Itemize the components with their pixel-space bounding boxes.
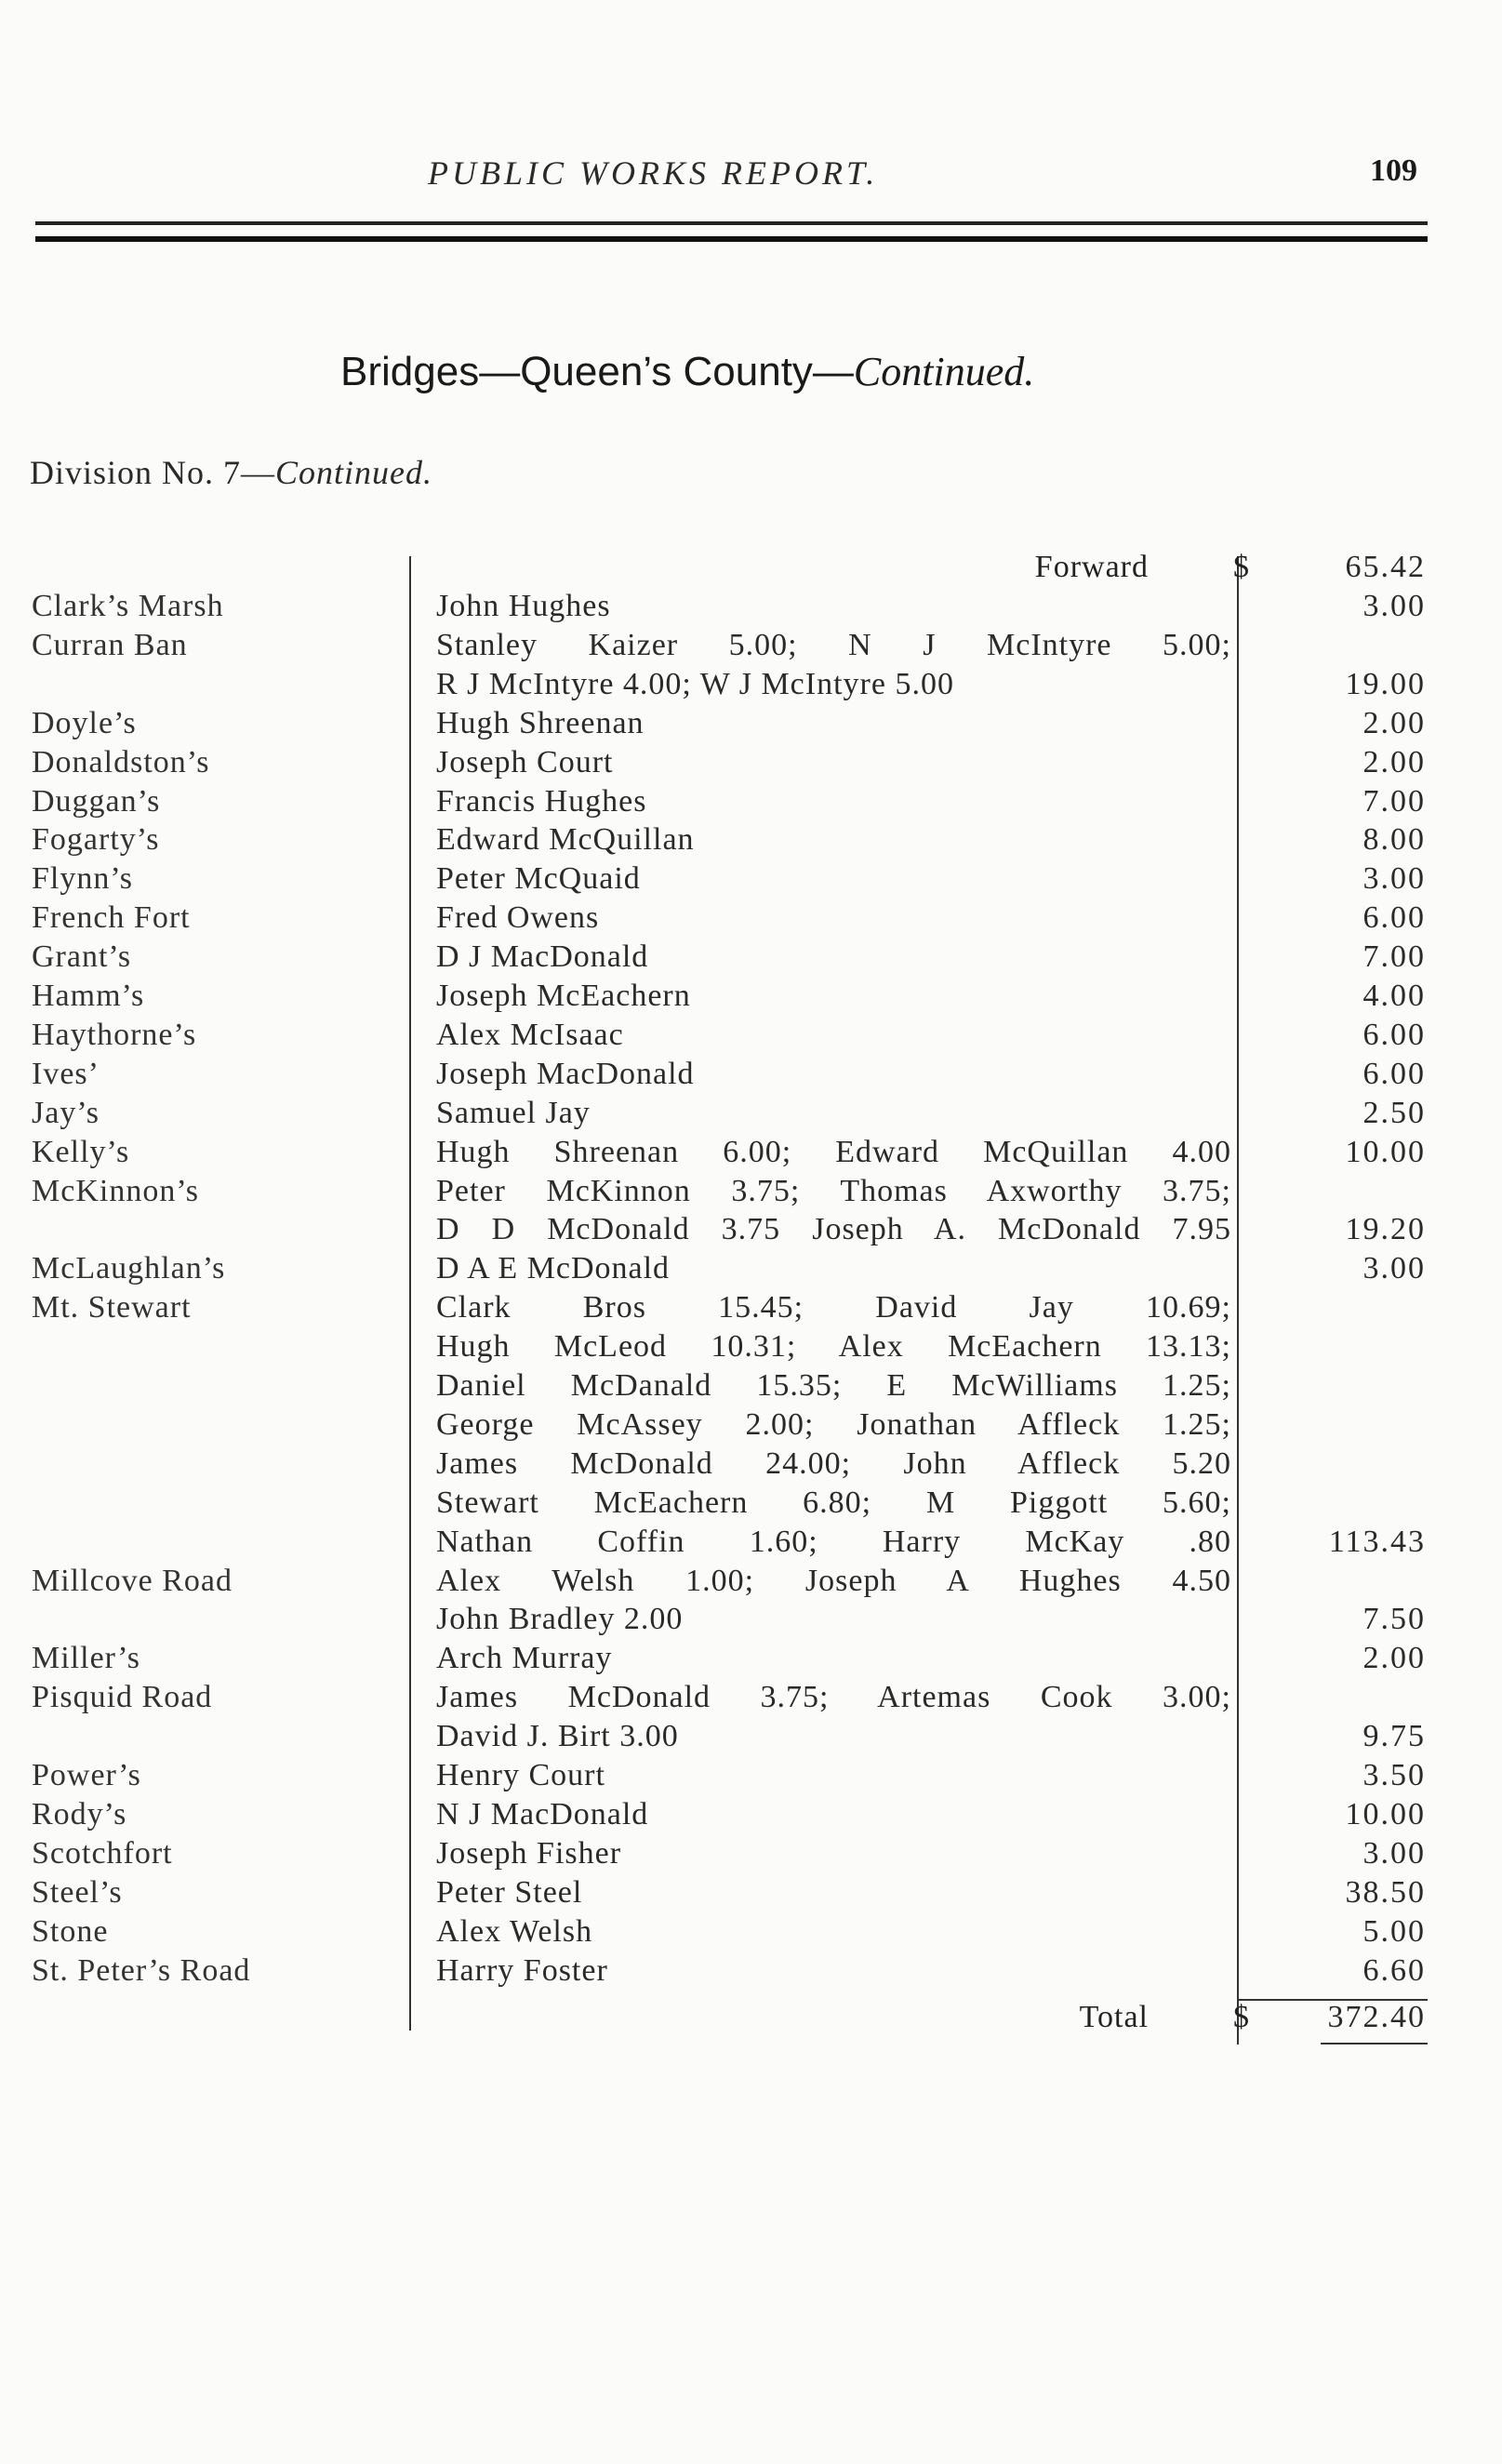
section-title-main: Bridges—Queen’s County— bbox=[340, 349, 854, 394]
location-cell: Hamm’s bbox=[32, 979, 145, 1013]
ledger-row bbox=[0, 1094, 1502, 1133]
amount-cell: 7.50 bbox=[1362, 1602, 1426, 1636]
workers-cell: Stewart McEachern 6.80; M Piggott 5.60; bbox=[436, 1485, 1231, 1520]
location-cell: Miller’s bbox=[32, 1641, 140, 1675]
ledger-row bbox=[0, 859, 1502, 899]
workers-cell: Edward McQuillan bbox=[436, 822, 695, 857]
workers-cell: John Hughes bbox=[436, 589, 611, 623]
ledger-row bbox=[0, 938, 1502, 977]
location-cell: Haythorne’s bbox=[32, 1018, 197, 1052]
ledger-row bbox=[0, 977, 1502, 1016]
location-cell: Doyle’s bbox=[32, 706, 137, 740]
amount-cell: 3.00 bbox=[1362, 1251, 1426, 1285]
ledger-row bbox=[0, 1756, 1502, 1795]
total-amount: 372.40 bbox=[1327, 2000, 1426, 2034]
location-cell: Power’s bbox=[32, 1758, 141, 1792]
workers-cell: Harry Foster bbox=[436, 1953, 608, 1988]
location-cell: Ives’ bbox=[32, 1057, 100, 1091]
workers-cell: Arch Murray bbox=[436, 1641, 613, 1675]
location-cell: Clark’s Marsh bbox=[32, 589, 224, 623]
amount-cell: 3.00 bbox=[1362, 861, 1426, 896]
ledger-row bbox=[0, 1484, 1502, 1523]
location-cell: Steel’s bbox=[32, 1875, 123, 1910]
location-cell: Stone bbox=[32, 1914, 109, 1949]
division-heading bbox=[30, 453, 432, 492]
location-cell: Fogarty’s bbox=[32, 822, 160, 857]
amount-cell: 2.00 bbox=[1362, 1641, 1426, 1675]
location-cell: Duggan’s bbox=[32, 784, 161, 819]
ledger-row bbox=[0, 1055, 1502, 1094]
ledger-row bbox=[0, 1600, 1502, 1639]
section-title-continued: Continued. bbox=[853, 349, 1035, 394]
amount-cell: 4.00 bbox=[1362, 979, 1426, 1013]
ledger-row bbox=[0, 1133, 1502, 1172]
amount-cell: 19.20 bbox=[1345, 1212, 1426, 1246]
workers-cell: John Bradley 2.00 bbox=[436, 1602, 684, 1636]
ledger-row bbox=[0, 1210, 1502, 1249]
workers-cell: Alex Welsh 1.00; Joseph A Hughes 4.50 bbox=[436, 1564, 1231, 1598]
workers-cell: Peter McQuaid bbox=[436, 861, 641, 896]
ledger-row bbox=[0, 899, 1502, 938]
amount-cell: 6.00 bbox=[1362, 1018, 1426, 1052]
location-cell: McLaughlan’s bbox=[32, 1251, 226, 1285]
workers-cell: Fred Owens bbox=[436, 900, 600, 935]
amount-cell: 8.00 bbox=[1362, 822, 1426, 857]
ledger-row bbox=[0, 782, 1502, 821]
workers-cell: James McDonald 24.00; John Affleck 5.20 bbox=[436, 1446, 1231, 1481]
location-cell: Curran Ban bbox=[32, 628, 188, 662]
ledger-row bbox=[0, 1678, 1502, 1717]
location-cell: St. Peter’s Road bbox=[32, 1953, 251, 1988]
ledger-row bbox=[0, 1445, 1502, 1484]
workers-cell: R J McIntyre 4.00; W J McIntyre 5.00 bbox=[436, 667, 954, 701]
amount-cell: 9.75 bbox=[1362, 1719, 1426, 1753]
ledger-row bbox=[0, 1873, 1502, 1912]
location-cell: Jay’s bbox=[32, 1096, 100, 1130]
ledger-row bbox=[0, 587, 1502, 626]
workers-cell: Peter Steel bbox=[436, 1875, 583, 1910]
workers-cell: Joseph Court bbox=[436, 745, 614, 779]
workers-cell: George McAssey 2.00; Jonathan Affleck 1.25; bbox=[436, 1407, 1231, 1442]
workers-cell: David J. Birt 3.00 bbox=[436, 1719, 679, 1753]
workers-cell: Samuel Jay bbox=[436, 1096, 591, 1130]
workers-cell: Hugh Shreenan bbox=[436, 706, 645, 740]
ledger-row bbox=[0, 820, 1502, 859]
location-cell: Mt. Stewart bbox=[32, 1290, 192, 1325]
amount-cell: 6.00 bbox=[1362, 1057, 1426, 1091]
ledger-row bbox=[0, 1717, 1502, 1756]
workers-cell: Henry Court bbox=[436, 1758, 605, 1792]
workers-cell: Alex McIsaac bbox=[436, 1018, 624, 1052]
location-cell: Flynn’s bbox=[32, 861, 134, 896]
location-cell: French Fort bbox=[32, 900, 191, 935]
amount-cell: 7.00 bbox=[1362, 939, 1426, 974]
amount-cell: 3.00 bbox=[1362, 589, 1426, 623]
workers-cell: James McDonald 3.75; Artemas Cook 3.00; bbox=[436, 1680, 1231, 1714]
location-cell: Kelly’s bbox=[32, 1135, 130, 1169]
location-cell: Scotchfort bbox=[32, 1836, 173, 1871]
amount-cell: 5.00 bbox=[1362, 1914, 1426, 1949]
workers-cell: Joseph Fisher bbox=[436, 1836, 622, 1871]
amount-cell: 2.00 bbox=[1362, 706, 1426, 740]
workers-cell: Stanley Kaizer 5.00; N J McIntyre 5.00; bbox=[436, 628, 1231, 662]
report-title: PUBLIC WORKS REPORT. bbox=[428, 154, 879, 192]
amount-cell: 10.00 bbox=[1345, 1135, 1426, 1169]
amount-cell: 6.60 bbox=[1362, 1953, 1426, 1988]
ledger-row bbox=[0, 1951, 1502, 1991]
ledger-row bbox=[0, 626, 1502, 665]
ledger-row bbox=[0, 1327, 1502, 1366]
amount-cell: 2.00 bbox=[1362, 745, 1426, 779]
location-cell: Pisquid Road bbox=[32, 1680, 213, 1714]
ledger-row bbox=[0, 1639, 1502, 1678]
ledger-row bbox=[0, 1249, 1502, 1288]
amount-cell: 3.00 bbox=[1362, 1836, 1426, 1871]
ledger-row bbox=[0, 1562, 1502, 1601]
forward-amount: 65.42 bbox=[1345, 550, 1426, 584]
ledger-row bbox=[0, 1795, 1502, 1834]
location-cell: McKinnon’s bbox=[32, 1174, 199, 1208]
location-cell: Rody’s bbox=[32, 1797, 127, 1831]
ledger-row bbox=[0, 1016, 1502, 1055]
ledger-row bbox=[0, 665, 1502, 704]
forward-label: Forward bbox=[1034, 550, 1149, 584]
location-cell: Donaldston’s bbox=[32, 745, 210, 779]
header-rule-thick bbox=[35, 236, 1428, 242]
workers-cell: N J MacDonald bbox=[436, 1797, 649, 1831]
ledger-row bbox=[0, 1523, 1502, 1562]
total-rule-bottom bbox=[1321, 2043, 1428, 2044]
ledger-row bbox=[0, 1172, 1502, 1211]
ledger-row bbox=[0, 743, 1502, 782]
header-rule-thin bbox=[35, 221, 1428, 225]
ledger-row bbox=[0, 1366, 1502, 1405]
workers-cell: D A E McDonald bbox=[436, 1251, 671, 1285]
workers-cell: Nathan Coffin 1.60; Harry McKay .80 bbox=[436, 1525, 1231, 1559]
total-currency: $ bbox=[1233, 2000, 1249, 2034]
forward-row bbox=[0, 548, 1502, 587]
amount-cell: 7.00 bbox=[1362, 784, 1426, 819]
page-number: 109 bbox=[1370, 153, 1417, 188]
ledger-row bbox=[0, 704, 1502, 743]
workers-cell: D J MacDonald bbox=[436, 939, 649, 974]
ledger-row bbox=[0, 1834, 1502, 1873]
workers-cell: Joseph MacDonald bbox=[436, 1057, 695, 1091]
total-label: Total bbox=[1079, 2000, 1149, 2034]
workers-cell: Alex Welsh bbox=[436, 1914, 593, 1949]
workers-cell: Peter McKinnon 3.75; Thomas Axworthy 3.75; bbox=[436, 1174, 1231, 1208]
total-row bbox=[0, 1998, 1502, 2037]
division-label: Division No. 7— bbox=[30, 454, 276, 491]
amount-cell: 2.50 bbox=[1362, 1096, 1426, 1130]
amount-cell: 38.50 bbox=[1345, 1875, 1426, 1910]
division-continued: Continued. bbox=[275, 454, 433, 491]
amount-cell: 19.00 bbox=[1345, 667, 1426, 701]
workers-cell: Hugh Shreenan 6.00; Edward McQuillan 4.00 bbox=[436, 1135, 1231, 1169]
workers-cell: D D McDonald 3.75 Joseph A. McDonald 7.95 bbox=[436, 1212, 1231, 1246]
workers-cell: Clark Bros 15.45; David Jay 10.69; bbox=[436, 1290, 1231, 1325]
amount-cell: 113.43 bbox=[1328, 1525, 1426, 1559]
ledger-row bbox=[0, 1288, 1502, 1327]
workers-cell: Daniel McDanald 15.35; E McWilliams 1.25; bbox=[436, 1368, 1231, 1403]
workers-cell: Hugh McLeod 10.31; Alex McEachern 13.13; bbox=[436, 1329, 1231, 1364]
amount-cell: 3.50 bbox=[1362, 1758, 1426, 1792]
location-cell: Millcove Road bbox=[32, 1564, 233, 1598]
amount-cell: 10.00 bbox=[1345, 1797, 1426, 1831]
section-title bbox=[340, 348, 1034, 395]
location-cell: Grant’s bbox=[32, 939, 132, 974]
workers-cell: Francis Hughes bbox=[436, 784, 647, 819]
workers-cell: Joseph McEachern bbox=[436, 979, 691, 1013]
amount-cell: 6.00 bbox=[1362, 900, 1426, 935]
forward-currency: $ bbox=[1233, 550, 1249, 584]
ledger-row bbox=[0, 1405, 1502, 1445]
ledger-row bbox=[0, 1912, 1502, 1951]
